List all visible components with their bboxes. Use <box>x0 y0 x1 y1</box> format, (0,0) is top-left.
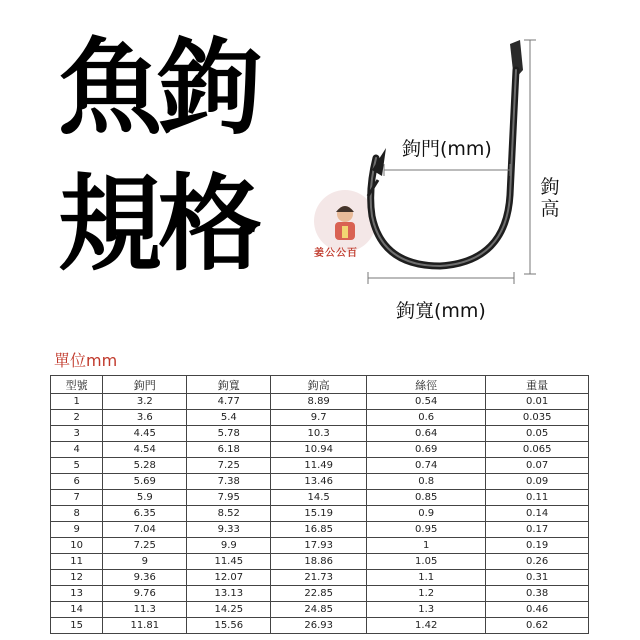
cell-wire-diameter: 1.2 <box>367 586 486 602</box>
cell-model: 10 <box>51 538 103 554</box>
cell-model: 7 <box>51 490 103 506</box>
cell-weight: 0.035 <box>486 410 589 426</box>
cell-height: 9.7 <box>271 410 367 426</box>
spec-table-body <box>51 394 589 634</box>
cell-gap: 9.76 <box>103 586 187 602</box>
cell-wire-diameter: 0.85 <box>367 490 486 506</box>
table-row <box>51 426 589 442</box>
cell-height: 17.93 <box>271 538 367 554</box>
cell-wire-diameter: 0.6 <box>367 410 486 426</box>
cell-model: 8 <box>51 506 103 522</box>
title-line-2: 規格 <box>58 163 259 285</box>
table-row <box>51 522 589 538</box>
cell-width: 12.07 <box>187 570 271 586</box>
header-height: 鉤高 <box>271 376 367 394</box>
cell-weight: 0.05 <box>486 426 589 442</box>
header-weight: 重量 <box>486 376 589 394</box>
cell-width: 4.77 <box>187 394 271 410</box>
table-row <box>51 394 589 410</box>
stamp-text: 姜公公百 <box>314 248 358 259</box>
cell-weight: 0.09 <box>486 474 589 490</box>
cell-height: 21.73 <box>271 570 367 586</box>
cell-gap: 11.3 <box>103 602 187 618</box>
cell-model: 9 <box>51 522 103 538</box>
cell-gap: 3.6 <box>103 410 187 426</box>
table-row <box>51 490 589 506</box>
cell-model: 11 <box>51 554 103 570</box>
cell-wire-diameter: 0.64 <box>367 426 486 442</box>
table-row <box>51 458 589 474</box>
title-line-1: 魚鉤 <box>58 27 259 149</box>
unit-label: 單位mm <box>54 351 118 370</box>
cell-model: 13 <box>51 586 103 602</box>
table-row <box>51 538 589 554</box>
spec-table <box>50 375 589 634</box>
cell-model: 4 <box>51 442 103 458</box>
cell-height: 13.46 <box>271 474 367 490</box>
cell-gap: 3.2 <box>103 394 187 410</box>
table-row <box>51 586 589 602</box>
cell-wire-diameter: 1.3 <box>367 602 486 618</box>
table-row <box>51 474 589 490</box>
cell-weight: 0.14 <box>486 506 589 522</box>
cell-width: 8.52 <box>187 506 271 522</box>
cell-height: 10.3 <box>271 426 367 442</box>
cell-weight: 0.17 <box>486 522 589 538</box>
cell-width: 6.18 <box>187 442 271 458</box>
cell-height: 11.49 <box>271 458 367 474</box>
cell-model: 15 <box>51 618 103 634</box>
cell-width: 7.95 <box>187 490 271 506</box>
cell-model: 12 <box>51 570 103 586</box>
cell-weight: 0.62 <box>486 618 589 634</box>
cell-gap: 9 <box>103 554 187 570</box>
table-row <box>51 410 589 426</box>
cell-wire-diameter: 0.54 <box>367 394 486 410</box>
cell-height: 16.85 <box>271 522 367 538</box>
cell-height: 10.94 <box>271 442 367 458</box>
cell-wire-diameter: 1.42 <box>367 618 486 634</box>
table-row <box>51 602 589 618</box>
cell-wire-diameter: 0.8 <box>367 474 486 490</box>
table-header-row <box>51 376 589 394</box>
hook-width-label: 鉤寬(mm) <box>396 300 486 322</box>
table-row <box>51 618 589 634</box>
cell-height: 8.89 <box>271 394 367 410</box>
cell-width: 15.56 <box>187 618 271 634</box>
cell-width: 14.25 <box>187 602 271 618</box>
cell-weight: 0.01 <box>486 394 589 410</box>
cell-wire-diameter: 1.1 <box>367 570 486 586</box>
cell-width: 5.78 <box>187 426 271 442</box>
cell-width: 13.13 <box>187 586 271 602</box>
table-row <box>51 570 589 586</box>
cell-gap: 11.81 <box>103 618 187 634</box>
hook-gap-label: 鉤門(mm) <box>402 138 492 160</box>
header-wire-diameter: 絲徑 <box>367 376 486 394</box>
cell-width: 5.4 <box>187 410 271 426</box>
table-row <box>51 442 589 458</box>
cell-weight: 0.065 <box>486 442 589 458</box>
cell-wire-diameter: 0.95 <box>367 522 486 538</box>
cell-height: 15.19 <box>271 506 367 522</box>
header-gap: 鉤門 <box>103 376 187 394</box>
cell-height: 26.93 <box>271 618 367 634</box>
cell-width: 11.45 <box>187 554 271 570</box>
cell-height: 18.86 <box>271 554 367 570</box>
cell-wire-diameter: 1 <box>367 538 486 554</box>
hook-height-label: 鉤高 <box>540 176 560 220</box>
cell-gap: 4.54 <box>103 442 187 458</box>
cell-width: 9.9 <box>187 538 271 554</box>
cell-gap: 7.04 <box>103 522 187 538</box>
table-row <box>51 506 589 522</box>
cell-weight: 0.11 <box>486 490 589 506</box>
cell-weight: 0.19 <box>486 538 589 554</box>
hook-diagram <box>310 30 640 330</box>
cell-gap: 5.9 <box>103 490 187 506</box>
cell-gap: 6.35 <box>103 506 187 522</box>
cell-height: 22.85 <box>271 586 367 602</box>
cell-model: 5 <box>51 458 103 474</box>
cell-weight: 0.38 <box>486 586 589 602</box>
cell-height: 24.85 <box>271 602 367 618</box>
cell-gap: 4.45 <box>103 426 187 442</box>
cell-gap: 5.28 <box>103 458 187 474</box>
cell-weight: 0.31 <box>486 570 589 586</box>
header-width: 鉤寬 <box>187 376 271 394</box>
cell-wire-diameter: 0.9 <box>367 506 486 522</box>
cell-model: 2 <box>51 410 103 426</box>
cell-weight: 0.07 <box>486 458 589 474</box>
cell-wire-diameter: 1.05 <box>367 554 486 570</box>
cell-model: 6 <box>51 474 103 490</box>
cell-gap: 5.69 <box>103 474 187 490</box>
header-model: 型號 <box>51 376 103 394</box>
cell-gap: 9.36 <box>103 570 187 586</box>
cell-wire-diameter: 0.74 <box>367 458 486 474</box>
cell-width: 7.25 <box>187 458 271 474</box>
cell-model: 1 <box>51 394 103 410</box>
cell-width: 7.38 <box>187 474 271 490</box>
cell-wire-diameter: 0.69 <box>367 442 486 458</box>
table-row <box>51 554 589 570</box>
cell-width: 9.33 <box>187 522 271 538</box>
cell-weight: 0.46 <box>486 602 589 618</box>
cell-model: 14 <box>51 602 103 618</box>
cell-gap: 7.25 <box>103 538 187 554</box>
fish-hook-icon <box>310 30 640 330</box>
cell-height: 14.5 <box>271 490 367 506</box>
cell-weight: 0.26 <box>486 554 589 570</box>
cell-model: 3 <box>51 426 103 442</box>
